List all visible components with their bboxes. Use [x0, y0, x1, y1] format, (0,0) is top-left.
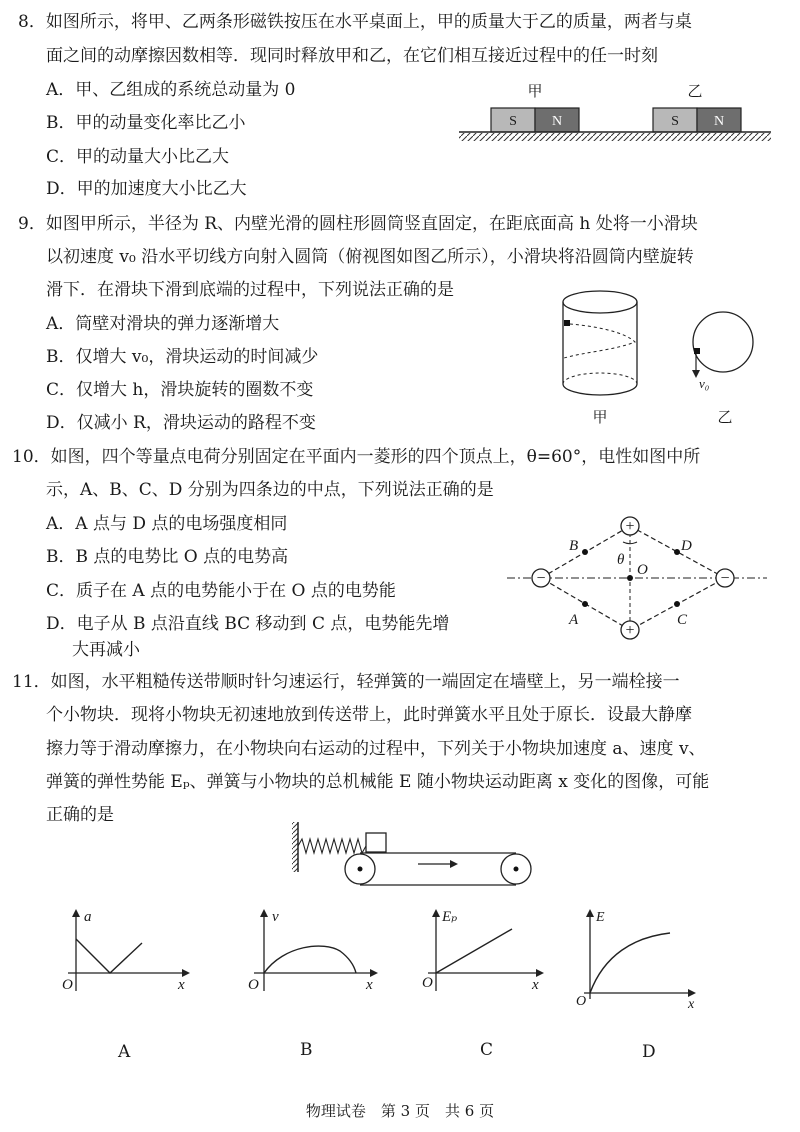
magnet-yi-label: 乙 — [687, 84, 703, 100]
graph-c-xlabel: x — [532, 977, 539, 993]
q10-option-b: B．B 点的电势比 O 点的电势高 — [46, 547, 289, 567]
q8-option-b: B．甲的动量变化率比乙小 — [46, 113, 246, 133]
graph-a-x-arrow — [182, 969, 190, 977]
graph-c-ylabel: Eₚ — [442, 909, 458, 925]
graph-c — [418, 905, 558, 995]
point-o — [627, 575, 633, 581]
block — [366, 833, 386, 852]
graph-c-x-arrow — [536, 969, 544, 977]
belt-direction-head — [450, 860, 458, 868]
graph-d-y-arrow — [586, 909, 594, 917]
label-c: C — [677, 612, 688, 628]
magnet-yi-s-label: S — [671, 114, 679, 129]
q8-option-c: C．甲的动量大小比乙大 — [46, 147, 230, 167]
label-a: A — [569, 612, 579, 628]
magnet-jia-s-label: S — [509, 114, 517, 129]
graph-a — [58, 905, 198, 995]
graph-d-x-arrow — [688, 989, 696, 997]
graph-d-xlabel: x — [688, 997, 695, 1010]
magnet-jia-label: 甲 — [527, 84, 543, 100]
top-view-slider — [694, 348, 700, 354]
graph-b — [244, 905, 384, 995]
q11-stem-line1: 11．如图，水平粗糙传送带顺时针匀速运行，轻弹簧的一端固定在墙壁上，另一端栓接一 — [12, 672, 680, 692]
graph-d-curve — [590, 933, 670, 993]
q9-stem-line1: 9．如图甲所示，半径为 R、内壁光滑的圆柱形圆筒竖直固定，在距底面高 h 处将一小滑块 — [18, 214, 698, 234]
q9-stem-line3: 滑下．在滑块下滑到底端的过程中，下列说法正确的是 — [46, 280, 454, 300]
cylinder-label: 甲 — [592, 410, 608, 426]
q9-option-a: A．筒壁对滑块的弹力逐渐增大 — [46, 314, 280, 334]
q9-stem-line2: 以初速度 v₀ 沿水平切线方向射入圆筒（俯视图如图乙所示），小滑块将沿圆筒内壁旋转 — [46, 247, 694, 267]
graph-a-letter: A — [118, 1042, 131, 1062]
graph-a-ylabel: a — [84, 909, 92, 925]
graph-b-y-arrow — [260, 909, 268, 917]
slider-block — [564, 320, 570, 326]
q8-stem-line1: 8．如图所示，将甲、乙两条形磁铁按压在水平桌面上，甲的质量大于乙的质量，两者与桌 — [18, 12, 692, 32]
theta-label: θ — [617, 552, 625, 568]
slider-path — [564, 324, 635, 358]
v0-label: v₀ — [699, 376, 710, 391]
cylinder-bottom-back — [563, 373, 637, 384]
q10-option-a: A．A 点与 D 点的电场强度相同 — [46, 514, 288, 534]
graph-a-xlabel: x — [178, 977, 185, 993]
q9-option-b: B．仅增大 v₀，滑块运动的时间减少 — [46, 347, 319, 367]
graph-b-curve — [264, 946, 356, 973]
magnet-yi-n-label: N — [713, 114, 725, 129]
point-d — [674, 549, 680, 555]
right-charge-sign: − — [720, 570, 730, 587]
graph-b-x-arrow — [370, 969, 378, 977]
q11-stem-line5: 正确的是 — [46, 805, 114, 825]
graph-a-origin: O — [62, 977, 73, 993]
conveyor-figure — [288, 818, 538, 890]
top-view-circle — [693, 312, 753, 372]
q10-option-d-cont: 大再减小 — [72, 640, 140, 660]
graph-d — [574, 905, 714, 1010]
wall-hatch — [292, 822, 298, 872]
spring — [298, 839, 366, 853]
graph-a-curve — [76, 939, 142, 973]
graph-d-origin: O — [576, 994, 587, 1009]
graph-d-letter: D — [642, 1042, 656, 1062]
q8-stem-line2: 面之间的动摩擦因数相等．现同时释放甲和乙，在它们相互接近过程中的任一时刻 — [46, 46, 658, 66]
cylinder-figure — [555, 284, 770, 434]
rhombus-figure — [505, 508, 770, 648]
point-a — [582, 601, 588, 607]
bottom-charge-sign: + — [625, 622, 635, 639]
point-b — [582, 549, 588, 555]
graph-b-ylabel: v — [272, 909, 279, 925]
table-hatch — [459, 133, 771, 141]
graph-d-ylabel: E — [596, 910, 605, 925]
q11-stem-line3: 擦力等于滑动摩擦力，在小物块向右运动的过程中，下列关于小物块加速度 a、速度 v、 — [46, 739, 706, 759]
magnets-figure — [455, 82, 775, 152]
right-roller-axle — [514, 867, 519, 872]
graph-c-letter: C — [480, 1040, 494, 1060]
top-charge-sign: + — [625, 518, 635, 535]
q8-option-d: D．甲的加速度大小比乙大 — [46, 179, 247, 199]
point-c — [674, 601, 680, 607]
graph-c-curve — [436, 929, 512, 973]
q10-option-c: C．质子在 A 点的电势能小于在 O 点的电势能 — [46, 581, 396, 601]
q11-stem-line4: 弹簧的弹性势能 Eₚ、弹簧与小物块的总机械能 E 随小物块运动距离 x 变化的图像，可能 — [46, 772, 710, 792]
graph-a-y-arrow — [72, 909, 80, 917]
q10-stem-line2: 示，A、B、C、D 分别为四条边的中点，下列说法正确的是 — [46, 480, 494, 500]
label-o: O — [637, 562, 648, 578]
q8-option-a: A．甲、乙组成的系统总动量为 0 — [46, 80, 296, 100]
graph-b-origin: O — [248, 977, 259, 993]
q9-option-d: D．仅减小 R，滑块运动的路程不变 — [46, 413, 316, 433]
left-charge-sign: − — [536, 570, 546, 587]
magnet-jia-n-label: N — [551, 114, 563, 129]
graph-b-letter: B — [300, 1040, 313, 1060]
q11-stem-line2: 个小物块．现将小物块无初速地放到传送带上，此时弹簧水平且处于原长．设最大静摩 — [46, 705, 692, 725]
left-roller-axle — [358, 867, 363, 872]
graph-c-origin: O — [422, 975, 433, 991]
q10-stem-line1: 10．如图，四个等量点电荷分别固定在平面内一菱形的四个顶点上，θ=60°，电性如图中所 — [12, 447, 701, 467]
page-footer: 物理试卷 第 3 页 共 6 页 — [305, 1102, 495, 1120]
label-b: B — [569, 538, 579, 554]
graph-b-xlabel: x — [366, 977, 373, 993]
graph-c-y-arrow — [432, 909, 440, 917]
cylinder-bottom-front — [563, 384, 637, 395]
cylinder-top — [563, 291, 637, 313]
top-view-label: 乙 — [717, 410, 733, 426]
q10-option-d: D．电子从 B 点沿直线 BC 移动到 C 点，电势能先增 — [46, 614, 450, 634]
label-d: D — [681, 538, 692, 554]
q9-option-c: C．仅增大 h，滑块旋转的圈数不变 — [46, 380, 314, 400]
